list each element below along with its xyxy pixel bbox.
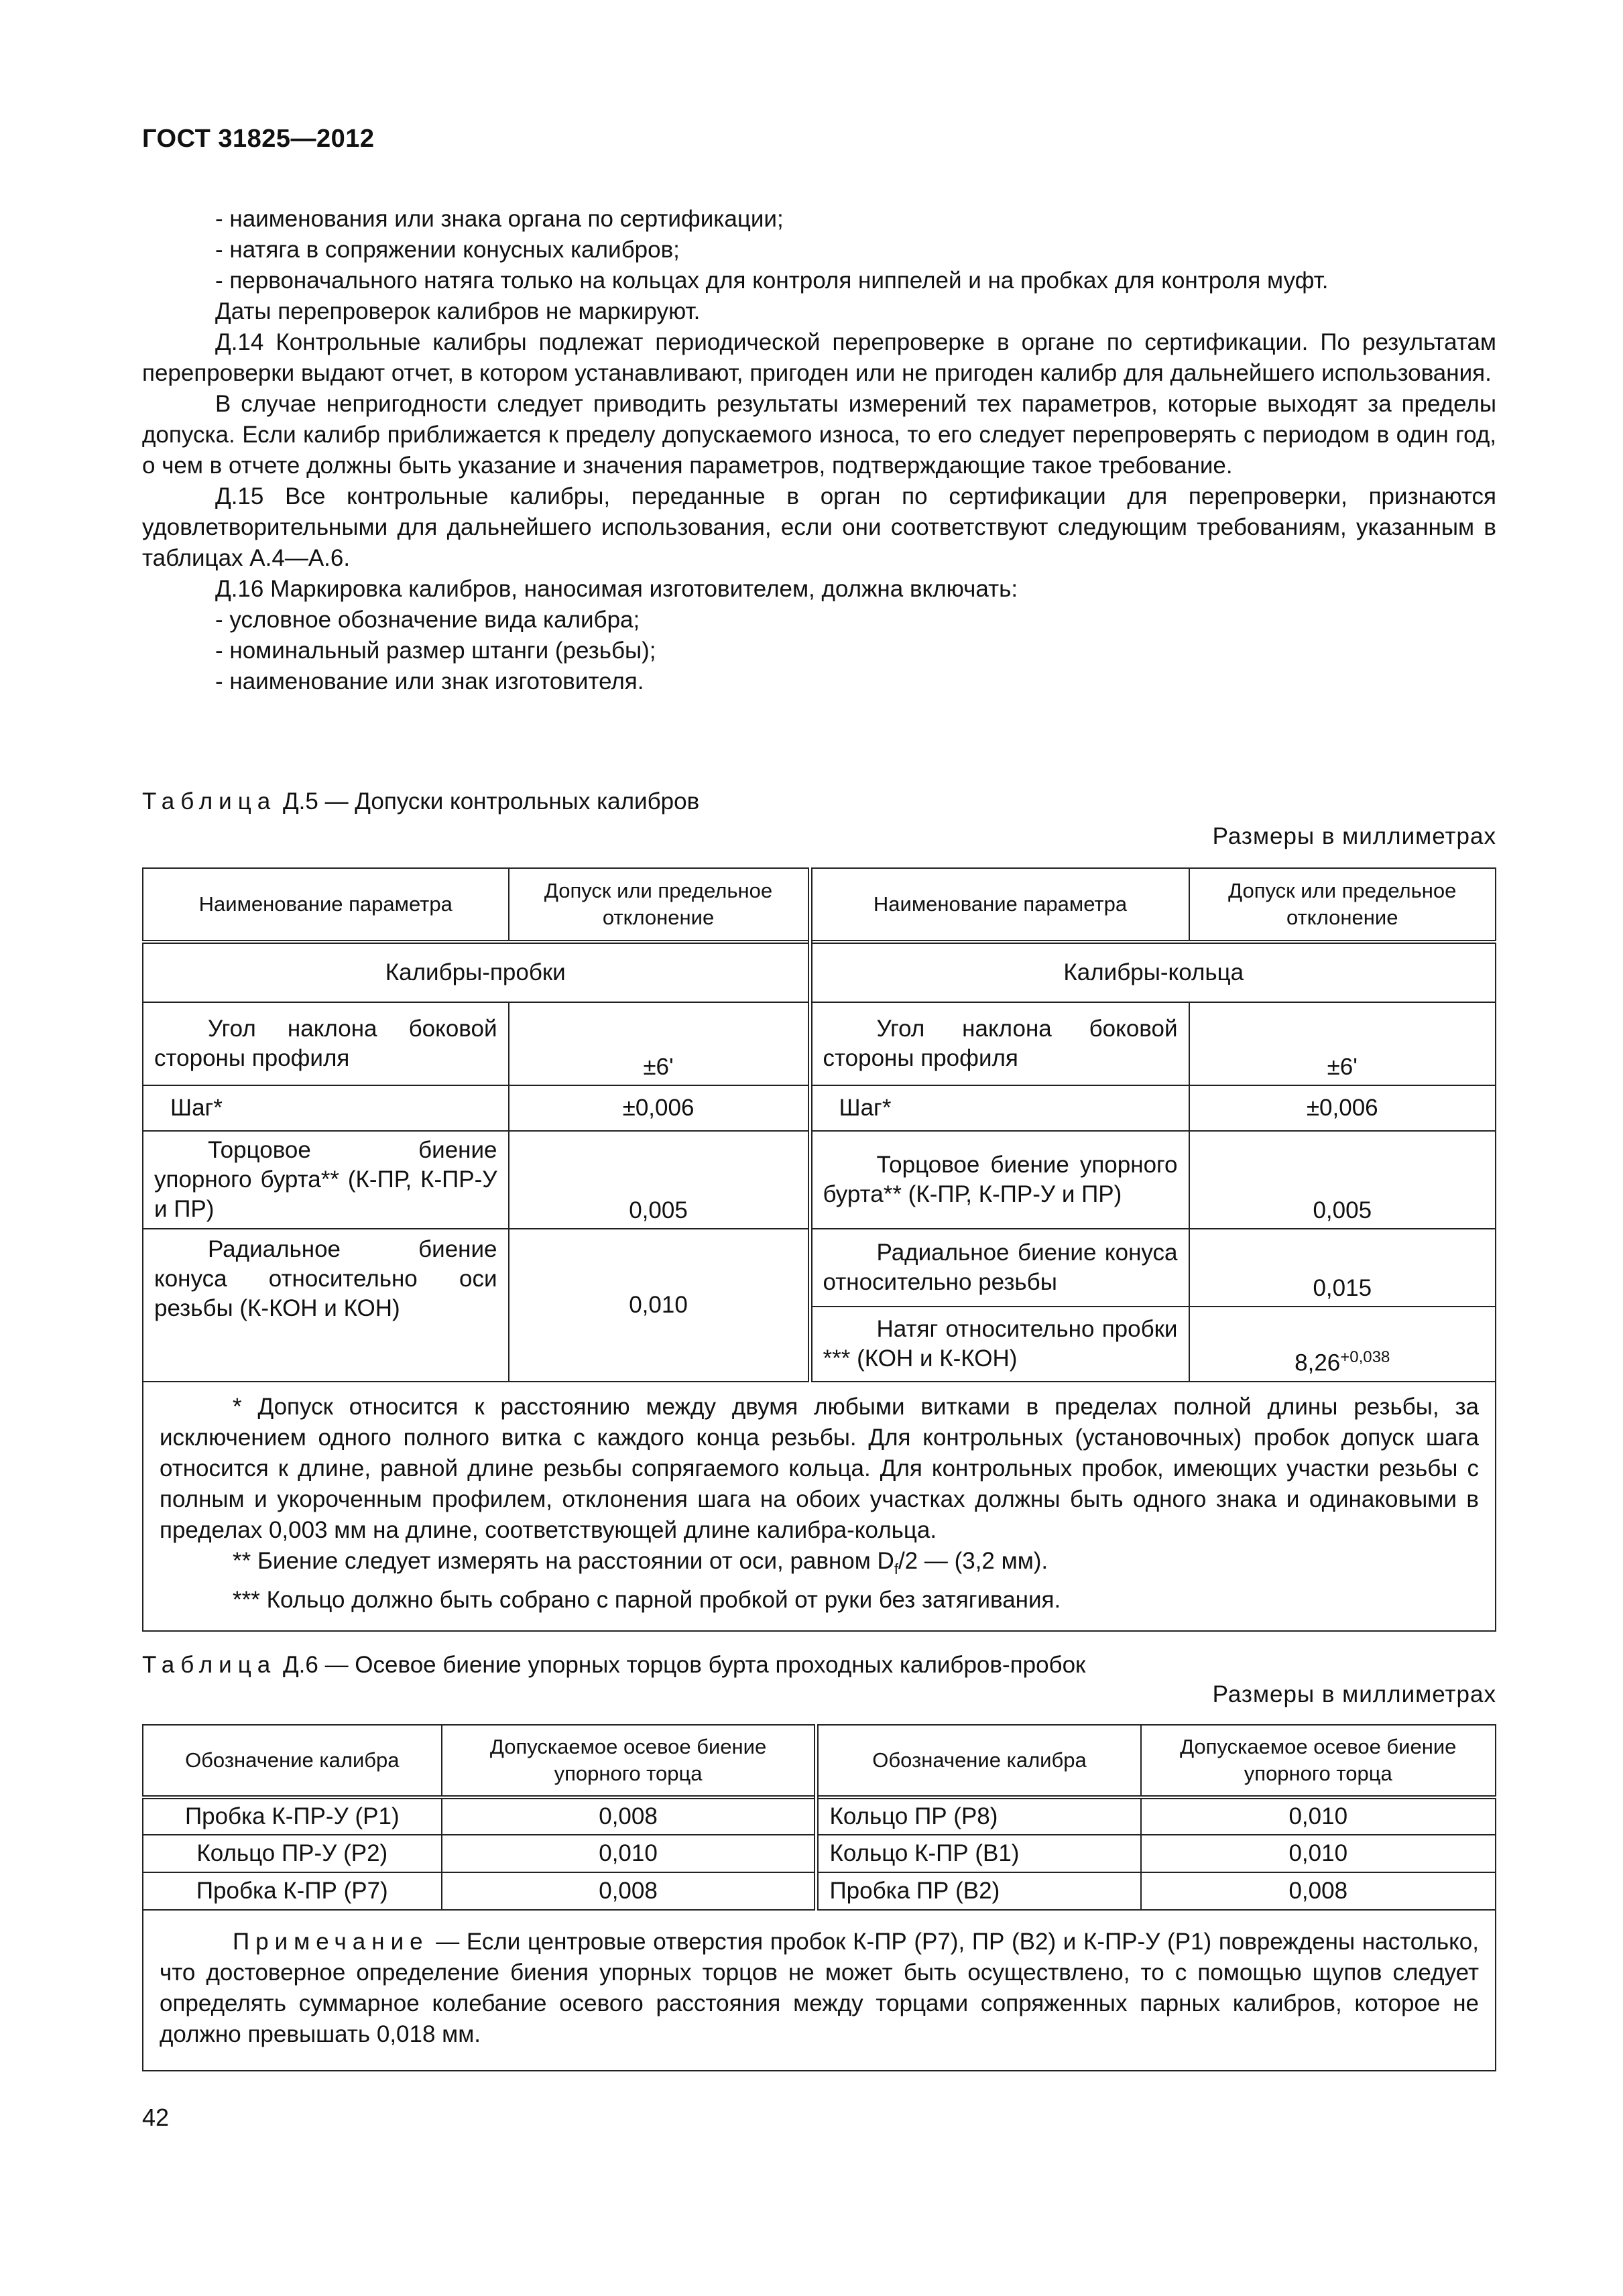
table6-cell: Пробка К-ПР-У (Р1) [143,1797,442,1835]
table5-header-cell: Наименование параметра [810,868,1189,942]
paragraph: - номинальный размер штанги (резьбы); [215,638,656,664]
table6-cell: 0,008 [442,1797,817,1835]
table6-header-cell: Допускаемое осевое биение упорного торца [442,1725,817,1797]
table5-cell: Торцовое биение упорного бурта** (К-ПР, К-ПР-У и ПР) [143,1131,509,1229]
table5-note-subscript: f [894,1561,898,1577]
table5-note-text: ** Биение следует измерять на расстоянии от оси, равном D [233,1548,894,1574]
table6-cell: Пробка ПР (В2) [817,1872,1141,1910]
paragraph: Д.15 Все контрольные калибры, переданные в орган по сертификации для перепроверки, признаются удовлетворительными для дальнейшего использования, если они соответствуют следующим требованиям, указанным в таблицах А.4—А.6. [142,483,1496,571]
table5-cell: ±6' [1189,1002,1496,1085]
table6-header-cell: Обозначение калибра [817,1725,1141,1797]
table6-cell: 0,008 [442,1872,817,1910]
table5-note: *** Кольцо должно быть собрано с парной пробкой от руки без затягивания. [233,1587,1061,1613]
document-header: ГОСТ 31825—2012 [142,125,375,153]
table5-cell: 0,005 [509,1131,810,1229]
table5-units: Размеры в миллиметрах [1212,823,1496,849]
paragraph: Д.14 Контрольные калибры подлежат периодической перепроверке в органе по сертификации. По результатам перепроверки выдают отчет, в котором устанавливают, пригоден или не пригоден калибр для дальнейшего использования. [142,329,1496,386]
table6-note-text [160,1927,1479,2050]
table5-cell: Натяг относительно пробки *** (КОН и К-КОН) [810,1307,1189,1382]
table5-caption-word: Таблица [142,788,277,814]
table6-header-cell: Обозначение калибра [143,1725,442,1797]
table5-note-text: /2 — (3,2 мм). [898,1548,1048,1574]
table5-cell: Шаг* [143,1085,509,1131]
table5-cell: Шаг* [810,1085,1189,1131]
table5-note [160,1546,1479,1585]
table5-cell: Торцовое биение упорного бурта** (К-ПР, К-ПР-У и ПР) [810,1131,1189,1229]
table5-header-cell: Наименование параметра [143,868,509,942]
page-number: 42 [142,2104,170,2131]
paragraph: Даты перепроверок калибров не маркируют. [215,298,701,324]
table5-header-cell: Допуск или предельное отклонение [509,868,810,942]
table5-value-superscript: +0,038 [1340,1348,1390,1367]
paragraph: В случае непригодности следует приводить результаты измерений тех параметров, которые выходят за пределы допуска. Если калибр приближается к пределу допускаемого износа, то его следует перепроверять с периодом в один год, о чем в отчете должны быть указание и значения параметров, подтверждающие такое требование. [142,391,1496,479]
table6-cell: Кольцо ПР-У (Р2) [143,1835,442,1872]
table6-cell: 0,010 [1141,1797,1496,1835]
table5-cell: Угол наклона боковой стороны профиля [810,1002,1189,1085]
paragraph: - первоначального натяга только на кольцах для контроля ниппелей и на пробках для контроля муфт. [215,267,1329,294]
table5-cell: ±0,006 [509,1085,810,1131]
table6-header-cell: Допускаемое осевое биение упорного торца [1141,1725,1496,1797]
table5-note: * Допуск относится к расстоянию между двумя любыми витками в пределах полной длины резьбы, за исключением одного полного витка с каждого конца резьбы. Для контрольных (установочных) пробок допуск шага относится к длине, равной длине резьбы сопрягаемого кольца. Для контрольных пробок, имеющих участки резьбы с полным и укороченным профилем, отклонения шага на обоих участках должны быть одного знака и одинаковыми в пределах 0,003 мм на длине, соответствующей длине калибра-кольца. [160,1394,1479,1543]
table6-caption [142,1652,1085,1679]
table5-cell: Радиальное биение конуса относительно резьбы [810,1229,1189,1307]
paragraph: - наименование или знак изготовителя. [215,668,644,694]
paragraph: - условное обозначение вида калибра; [215,607,640,633]
table6-cell: Кольцо К-ПР (В1) [817,1835,1141,1872]
table5-group-right: Калибры-кольца [810,942,1496,1002]
table6-caption-word: Таблица [142,1652,277,1678]
table6-cell: Кольцо ПР (Р8) [817,1797,1141,1835]
table5-cell: 0,015 [1189,1229,1496,1307]
table5-cell: 0,005 [1189,1131,1496,1229]
table5-cell [1189,1307,1496,1382]
table6-note [143,1910,1496,2071]
table5-cell: ±0,006 [1189,1085,1496,1131]
table6 [142,1724,1496,2071]
table5-caption-text: Д.5 — Допуски контрольных калибров [276,788,700,814]
paragraph: - натяга в сопряжении конусных калибров; [215,237,680,263]
table6-caption-text: Д.6 — Осевое биение упорных торцов бурта проходных калибров-пробок [276,1652,1086,1678]
table6-units: Размеры в миллиметрах [1212,1681,1496,1707]
table6-cell: 0,010 [1141,1835,1496,1872]
table5-value: 8,26 [1295,1350,1341,1376]
paragraph: Д.16 Маркировка калибров, наносимая изготовителем, должна включать: [215,576,1018,602]
table6-cell: 0,010 [442,1835,817,1872]
table6-note-word: Примечание [233,1929,429,1955]
table5-header-cell: Допуск или предельное отклонение [1189,868,1496,942]
table6-cell: Пробка К-ПР (Р7) [143,1872,442,1910]
table6-note-body: — Если центровые отверстия пробок К-ПР (Р7), ПР (В2) и К-ПР-У (Р1) повреждены настолько, что достоверное определение биения упорных торцов не может быть осуществлено, то с помощью щупов следует определять суммарное колебание осевого расстояния между торцами сопряженных парных калибров, которое не должно превышать 0,018 мм. [160,1929,1479,2047]
table5-cell: Радиальное биение конуса относительно оси резьбы (К-КОН и КОН) [143,1229,509,1382]
table5-cell: Угол наклона боковой стороны профиля [143,1002,509,1085]
table5-cell: ±6' [509,1002,810,1085]
paragraph: - наименования или знака органа по сертификации; [215,206,784,232]
table5 [142,867,1496,1632]
body-text [142,204,1496,697]
table5-group-left: Калибры-пробки [143,942,810,1002]
table5-notes [143,1382,1496,1631]
table6-cell: 0,008 [1141,1872,1496,1910]
table5-caption [142,788,699,815]
table5-cell: 0,010 [509,1229,810,1382]
